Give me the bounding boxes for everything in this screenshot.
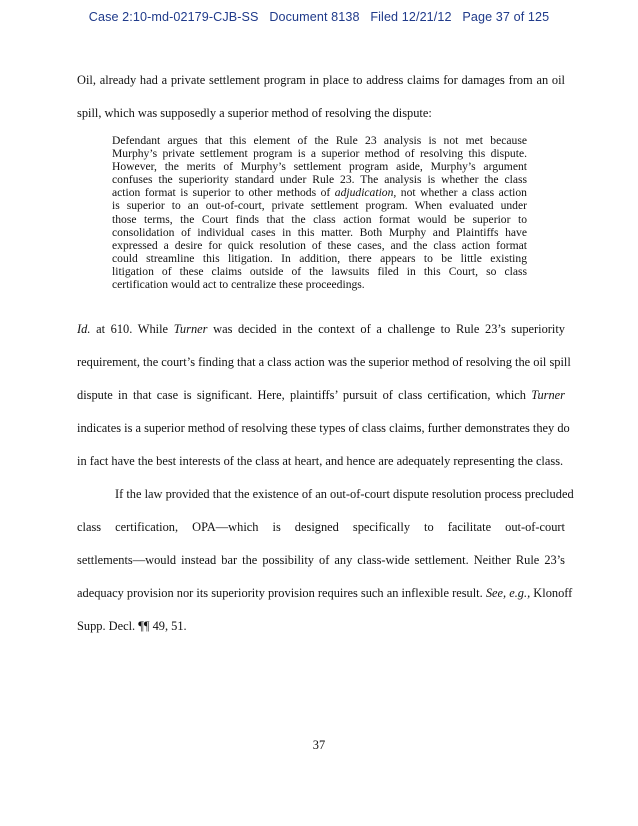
quote-line-5 — [112, 186, 527, 199]
quote-line-5-a: action format is superior to other methods of — [112, 186, 335, 200]
p2-line-5: in fact have the best interests of the class at heart, and hence are adequately representing the class. — [77, 453, 564, 468]
quote-line-3: However, the merits of Murphy’s settlement program aside, Murphy’s argument — [112, 160, 527, 174]
paragraph-two — [77, 322, 571, 468]
quote-line-8: consolidation of individual cases in this matter. Both Murphy and Plaintiffs have — [112, 225, 527, 239]
p2-line-1 — [77, 323, 565, 335]
case-header-stamp: Case 2:10-md-02179-CJB-SS Document 8138 Filed 12/21/12 Page 37 of 125 — [88, 10, 550, 24]
quote-line-2: Murphy’s private settlement program is a superior method of resolving this dispute. — [112, 147, 527, 161]
p2-line-2: requirement, the court’s finding that a class action was the superior method of resolving the oil spill — [77, 354, 571, 369]
intro-line-1: Oil, already had a private settlement program in place to address claims for damages from an oil — [77, 73, 565, 87]
p2-line-3-turner: Turner — [531, 387, 565, 402]
id-citation: Id. — [77, 322, 91, 336]
p2-line-1-turner: Turner — [173, 322, 208, 336]
quote-line-9: expressed a desire for quick resolution of these cases, and the class action format — [112, 238, 527, 252]
p3-line-4-b: Klonoff — [530, 585, 573, 600]
quote-line-5-b: not whether a class action — [396, 186, 527, 200]
quote-line-10: could streamline this litigation. In addition, there appears to be little existing — [112, 251, 527, 265]
p3-line-4 — [77, 585, 573, 600]
see-eg-signal: See, e.g., — [485, 585, 531, 600]
p2-line-1-b: was decided in the context of a challenge to Rule 23’s superiority — [207, 322, 565, 336]
p2-line-3 — [77, 389, 565, 401]
p3-line-2: class certification, OPA—which is designed specifically to facilitate out-of-court — [77, 519, 565, 534]
p3-line-5: Supp. Decl. ¶¶ 49, 51. — [77, 618, 187, 633]
p2-line-1-a: at 610. While — [90, 322, 174, 336]
quote-line-11: litigation of these claims outside of the lawsuits filed in this Court, so class — [112, 264, 527, 278]
intro-paragraph — [77, 74, 565, 119]
quote-line-4: confuses the superiority standard under Rule 23. The analysis is whether the class — [112, 173, 527, 187]
block-quote — [112, 134, 527, 291]
quote-line-12: certification would act to centralize these proceedings. — [112, 278, 365, 292]
paragraph-three — [77, 487, 574, 633]
p2-line-4: indicates is a superior method of resolving these types of class claims, further demonstrates they do — [77, 420, 570, 435]
p3-line-1: If the law provided that the existence of an out-of-court dispute resolution process precluded — [115, 487, 574, 501]
quote-line-5-italic: adjudication, — [334, 186, 397, 200]
quote-line-1: Defendant argues that this element of the Rule 23 analysis is not met because — [112, 134, 527, 147]
intro-line-2: spill, which was supposedly a superior method of resolving the dispute: — [77, 105, 432, 120]
p2-line-3-a: dispute in that case is significant. Here, plaintiffs’ pursuit of class certification, which — [77, 387, 532, 402]
quote-line-6: is superior to an out-of-court, private settlement program. When evaluated under — [112, 199, 527, 213]
page-number: 37 — [312, 738, 326, 752]
quote-line-7: those terms, the Court finds that the class action format would be superior to — [112, 212, 527, 226]
p3-line-4-a: adequacy provision nor its superiority provision requires such an inflexible result. — [77, 585, 486, 600]
p3-line-3: settlements—would instead bar the possibility of any class-wide settlement. Neither Rule 23’s — [77, 552, 565, 567]
